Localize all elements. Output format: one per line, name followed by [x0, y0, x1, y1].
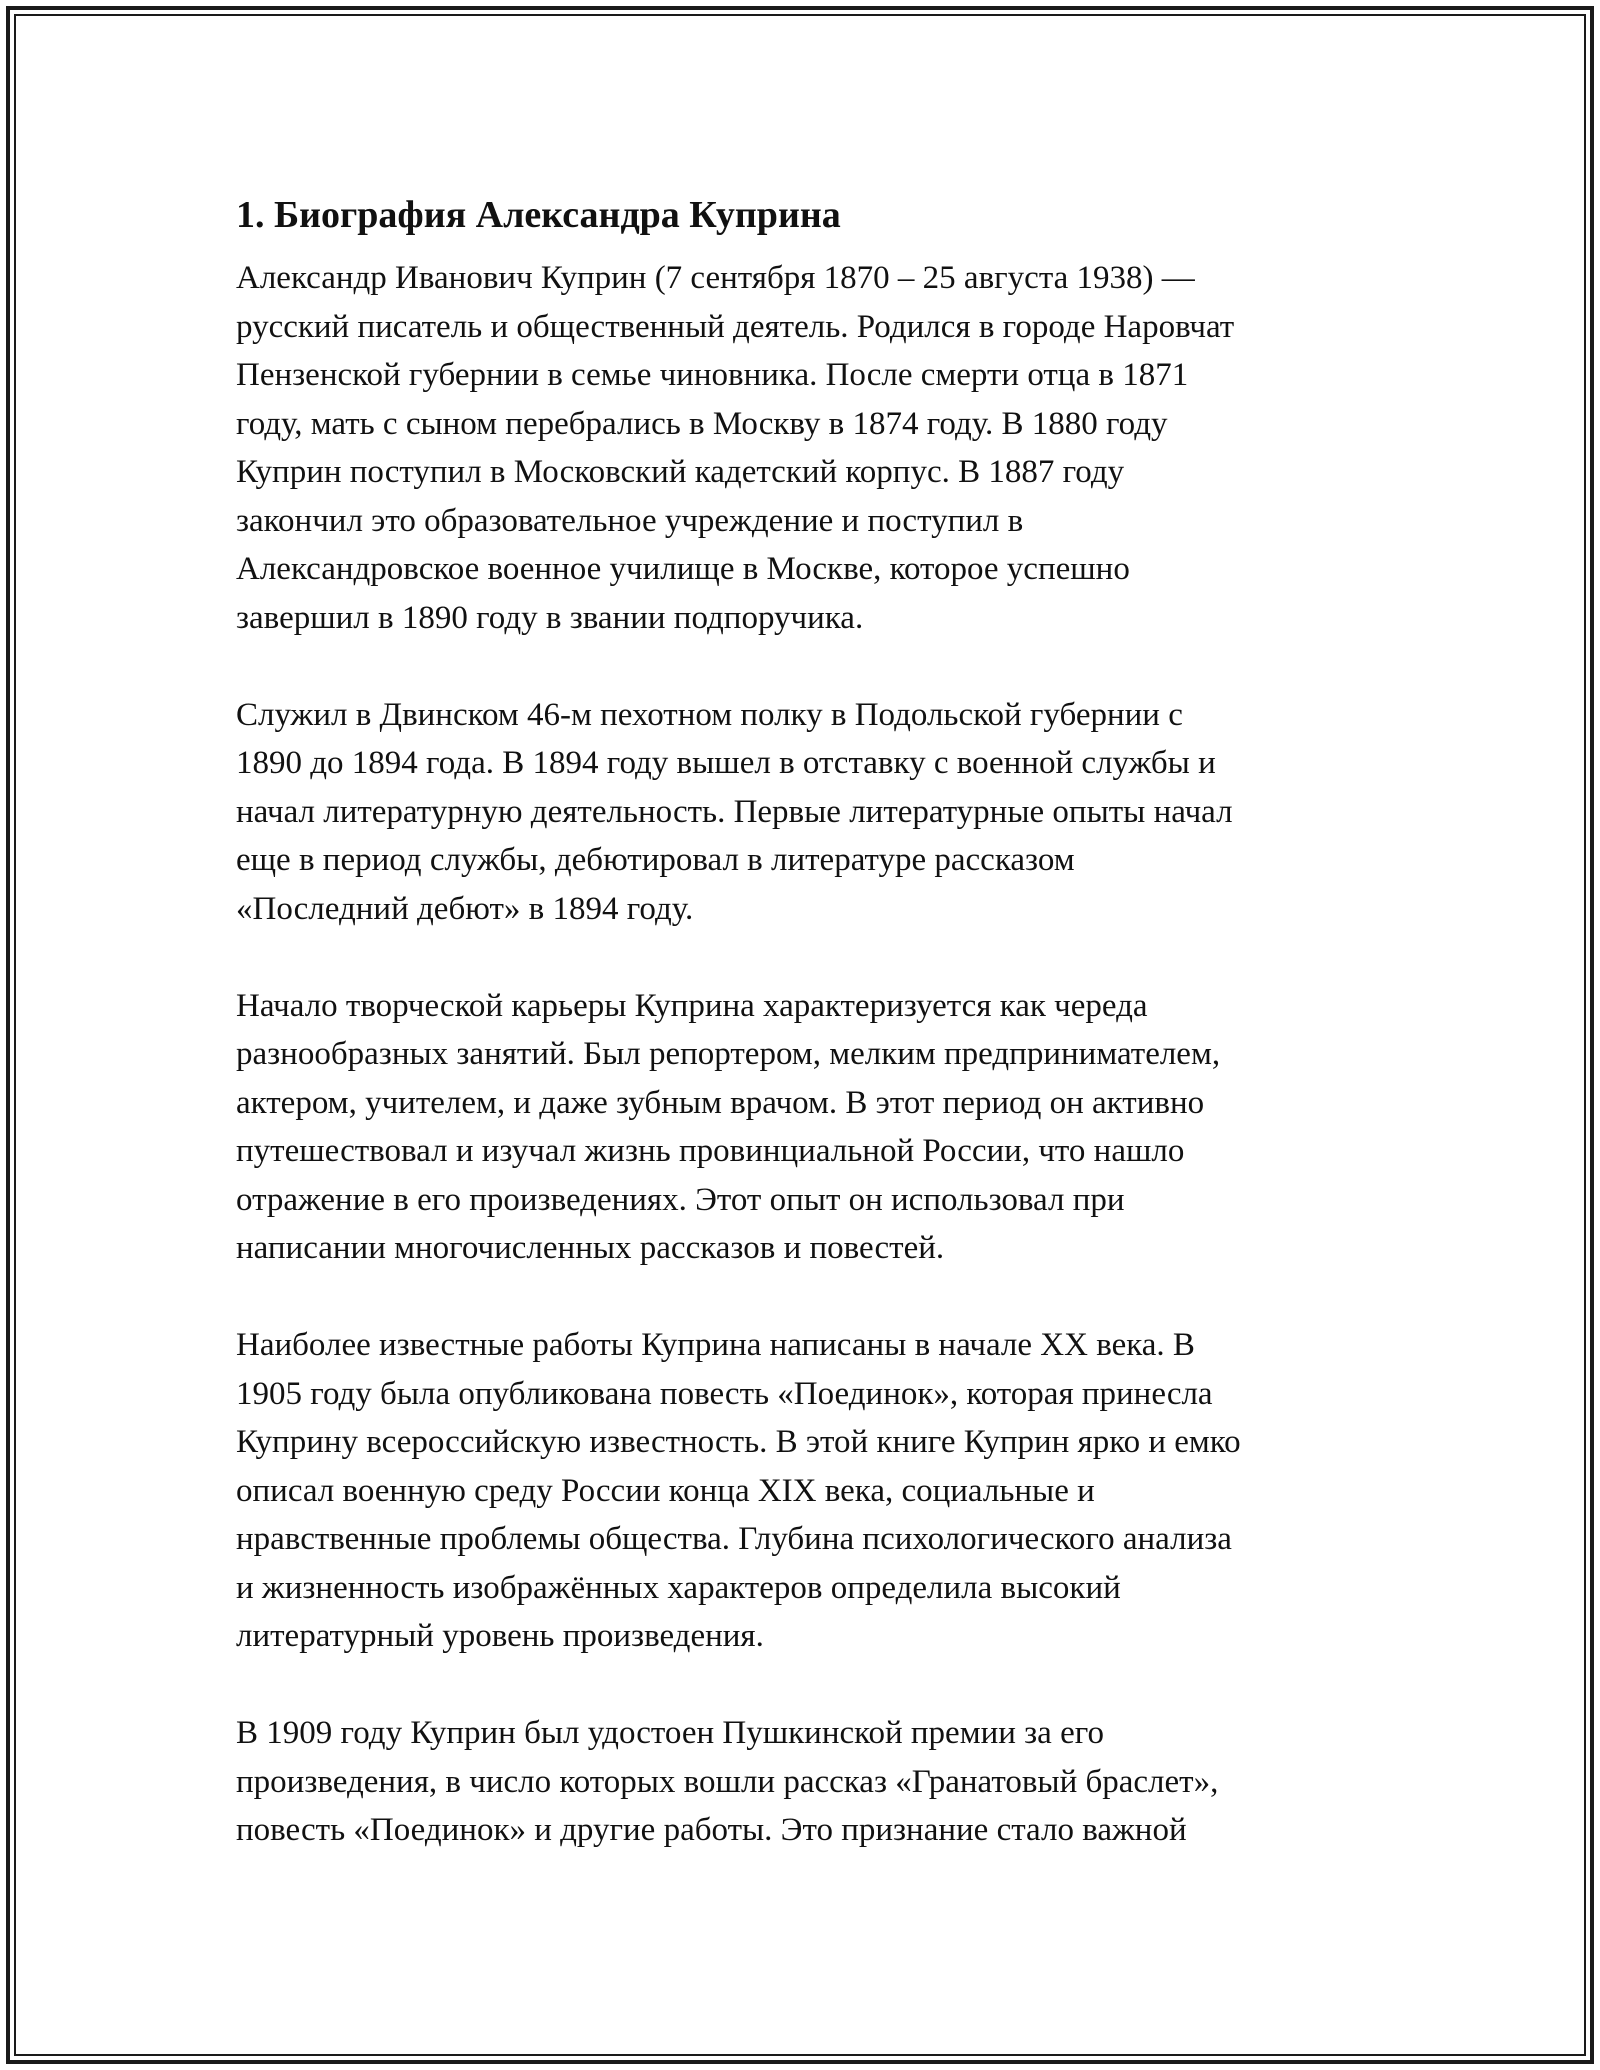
text-line: Куприн поступил в Московский кадетский корпус. В 1887 году [236, 454, 1125, 490]
paragraph-4 [236, 1321, 1376, 1661]
text-line: русский писатель и общественный деятель. Родился в городе Наровчат [236, 308, 1235, 345]
text-line: еще в период службы, дебютировал в литературе рассказом [236, 842, 1075, 878]
text-line: и жизненность изображённых характеров определила высокий [236, 1569, 1121, 1606]
document-body [236, 186, 1376, 1903]
text-line: разнообразных занятий. Был репортером, мелким предпринимателем, [236, 1036, 1221, 1072]
text-line: нравственные проблемы общества. Глубина психологического анализа [236, 1521, 1232, 1557]
paragraph-3 [236, 982, 1376, 1273]
text-line: Служил в Двинском 46-м пехотном полку в Подольской губернии с [236, 696, 1183, 733]
text-line: отражение в его произведениях. Этот опыт он использовал при [236, 1181, 1125, 1218]
text-line: повесть «Поединок» и другие работы. Это признание стало важной [236, 1812, 1187, 1848]
section-heading: 1. Биография Александра Куприна [236, 194, 841, 236]
paragraph-5 [236, 1709, 1376, 1855]
text-line: Александровское военное училище в Москве, которое успешно [236, 551, 1130, 587]
text-line: путешествовал и изучал жизнь провинциальной России, что нашло [236, 1133, 1185, 1169]
text-line: году, мать с сыном перебрались в Москву в 1874 году. В 1880 году [236, 405, 1168, 442]
text-line: Александр Иванович Куприн (7 сентября 1870 – 25 августа 1938) — [236, 260, 1195, 296]
paragraph-2 [236, 691, 1376, 934]
text-line: 1890 до 1894 года. В 1894 году вышел в отставку с военной службы и [236, 745, 1216, 781]
text-line: актером, учителем, и даже зубным врачом. В этот период он активно [236, 1084, 1205, 1121]
text-line: закончил это образовательное учреждение и поступил в [236, 502, 1024, 539]
text-line: Пензенской губернии в семье чиновника. После смерти отца в 1871 [236, 357, 1189, 393]
text-line: литературный уровень произведения. [236, 1618, 764, 1654]
text-line: написании многочисленных рассказов и повестей. [236, 1230, 945, 1266]
text-line: завершил в 1890 году в звании подпоручика. [236, 599, 864, 636]
text-line: описал военную среду России конца XIX века, социальные и [236, 1472, 1095, 1509]
text-line: Наиболее известные работы Куприна написаны в начале XX века. В [236, 1327, 1195, 1363]
text-line: В 1909 году Куприн был удостоен Пушкинской премии за его [236, 1715, 1104, 1751]
text-line: Куприну всероссийскую известность. В этой книге Куприн ярко и емко [236, 1424, 1241, 1460]
text-line: 1905 году была опубликована повесть «Поединок», которая принесла [236, 1375, 1213, 1412]
text-line: начал литературную деятельность. Первые литературные опыты начал [236, 793, 1233, 830]
text-line: «Последний дебют» в 1894 году. [236, 890, 694, 927]
paragraph-1 [236, 254, 1376, 642]
text-line: Начало творческой карьеры Куприна характеризуется как череда [236, 987, 1148, 1024]
text-line: произведения, в число которых вошли рассказ «Гранатовый браслет», [236, 1763, 1219, 1800]
